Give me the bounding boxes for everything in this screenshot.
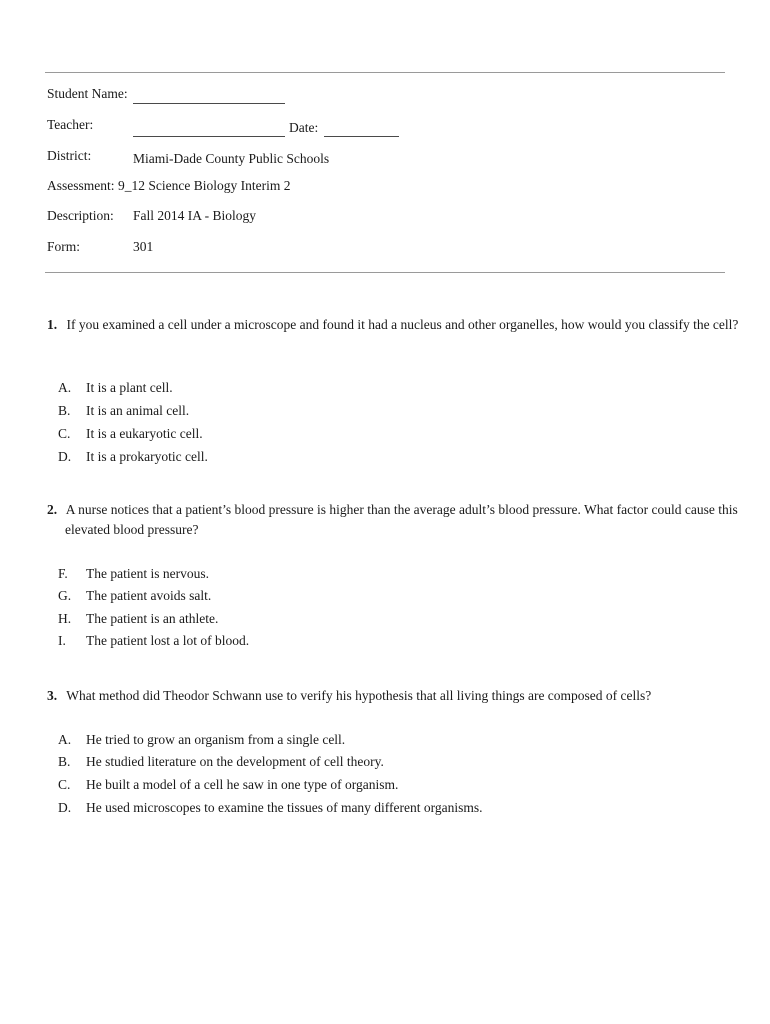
choice-letter: F.	[58, 566, 68, 581]
question-number: 2.	[47, 502, 58, 517]
choice-text: The patient is nervous.	[86, 566, 209, 581]
question-1	[47, 315, 745, 335]
choice-text: It is a eukaryotic cell.	[86, 426, 203, 441]
choice-letter: I.	[58, 633, 66, 648]
choice-letter: A.	[58, 380, 72, 395]
description-label: Description:	[47, 208, 114, 223]
choice-text: The patient avoids salt.	[86, 588, 212, 603]
district-label: District:	[47, 148, 92, 163]
question-number: 3.	[47, 688, 58, 703]
form-label: Form:	[47, 239, 81, 254]
choice-text: He used microscopes to examine the tissues of many different organisms.	[86, 800, 483, 815]
choice-letter: D.	[58, 800, 72, 815]
choice-letter: A.	[58, 732, 72, 747]
question-2	[47, 500, 745, 540]
choice-text: It is an animal cell.	[86, 403, 190, 418]
choice-letter: C.	[58, 426, 71, 441]
choice-text: The patient lost a lot of blood.	[86, 633, 250, 648]
date-field[interactable]	[324, 122, 399, 137]
choice-text: It is a prokaryotic cell.	[86, 449, 208, 464]
choice-letter: C.	[58, 777, 71, 792]
teacher-label: Teacher:	[47, 117, 94, 132]
assessment-value: 9_12 Science Biology Interim 2	[118, 178, 291, 193]
teacher-field[interactable]	[133, 122, 285, 137]
choice-letter: H.	[58, 611, 72, 626]
choice-text: He built a model of a cell he saw in one type of organism.	[86, 777, 399, 792]
choice-letter: B.	[58, 403, 71, 418]
student-name-label: Student Name:	[47, 86, 128, 101]
student-name-field[interactable]	[133, 89, 285, 104]
choice-letter: D.	[58, 449, 72, 464]
district-value: Miami-Dade County Public Schools	[133, 151, 330, 166]
top-rule	[45, 72, 725, 73]
question-text: A nurse notices that a patient’s blood pressure is higher than the average adult’s blood pressure. What factor could cause this elevated blood pressure?	[65, 502, 738, 537]
choice-text: It is a plant cell.	[86, 380, 173, 395]
choice-letter: B.	[58, 754, 71, 769]
description-value: Fall 2014 IA - Biology	[133, 208, 257, 223]
question-number: 1.	[47, 317, 58, 332]
choice-text: He studied literature on the development of cell theory.	[86, 754, 384, 769]
question-text: If you examined a cell under a microscope and found it had a nucleus and other organelles, how would you classify the cell?	[66, 317, 739, 332]
choice-text: The patient is an athlete.	[86, 611, 219, 626]
question-text: What method did Theodor Schwann use to verify his hypothesis that all living things are composed of cells?	[66, 688, 652, 703]
assessment-label: Assessment:	[47, 178, 115, 193]
date-label: Date:	[289, 120, 319, 135]
header-bottom-rule	[45, 272, 725, 273]
choice-text: He tried to grow an organism from a single cell.	[86, 732, 346, 747]
form-value: 301	[133, 239, 154, 254]
choice-letter: G.	[58, 588, 72, 603]
question-3	[47, 686, 745, 706]
